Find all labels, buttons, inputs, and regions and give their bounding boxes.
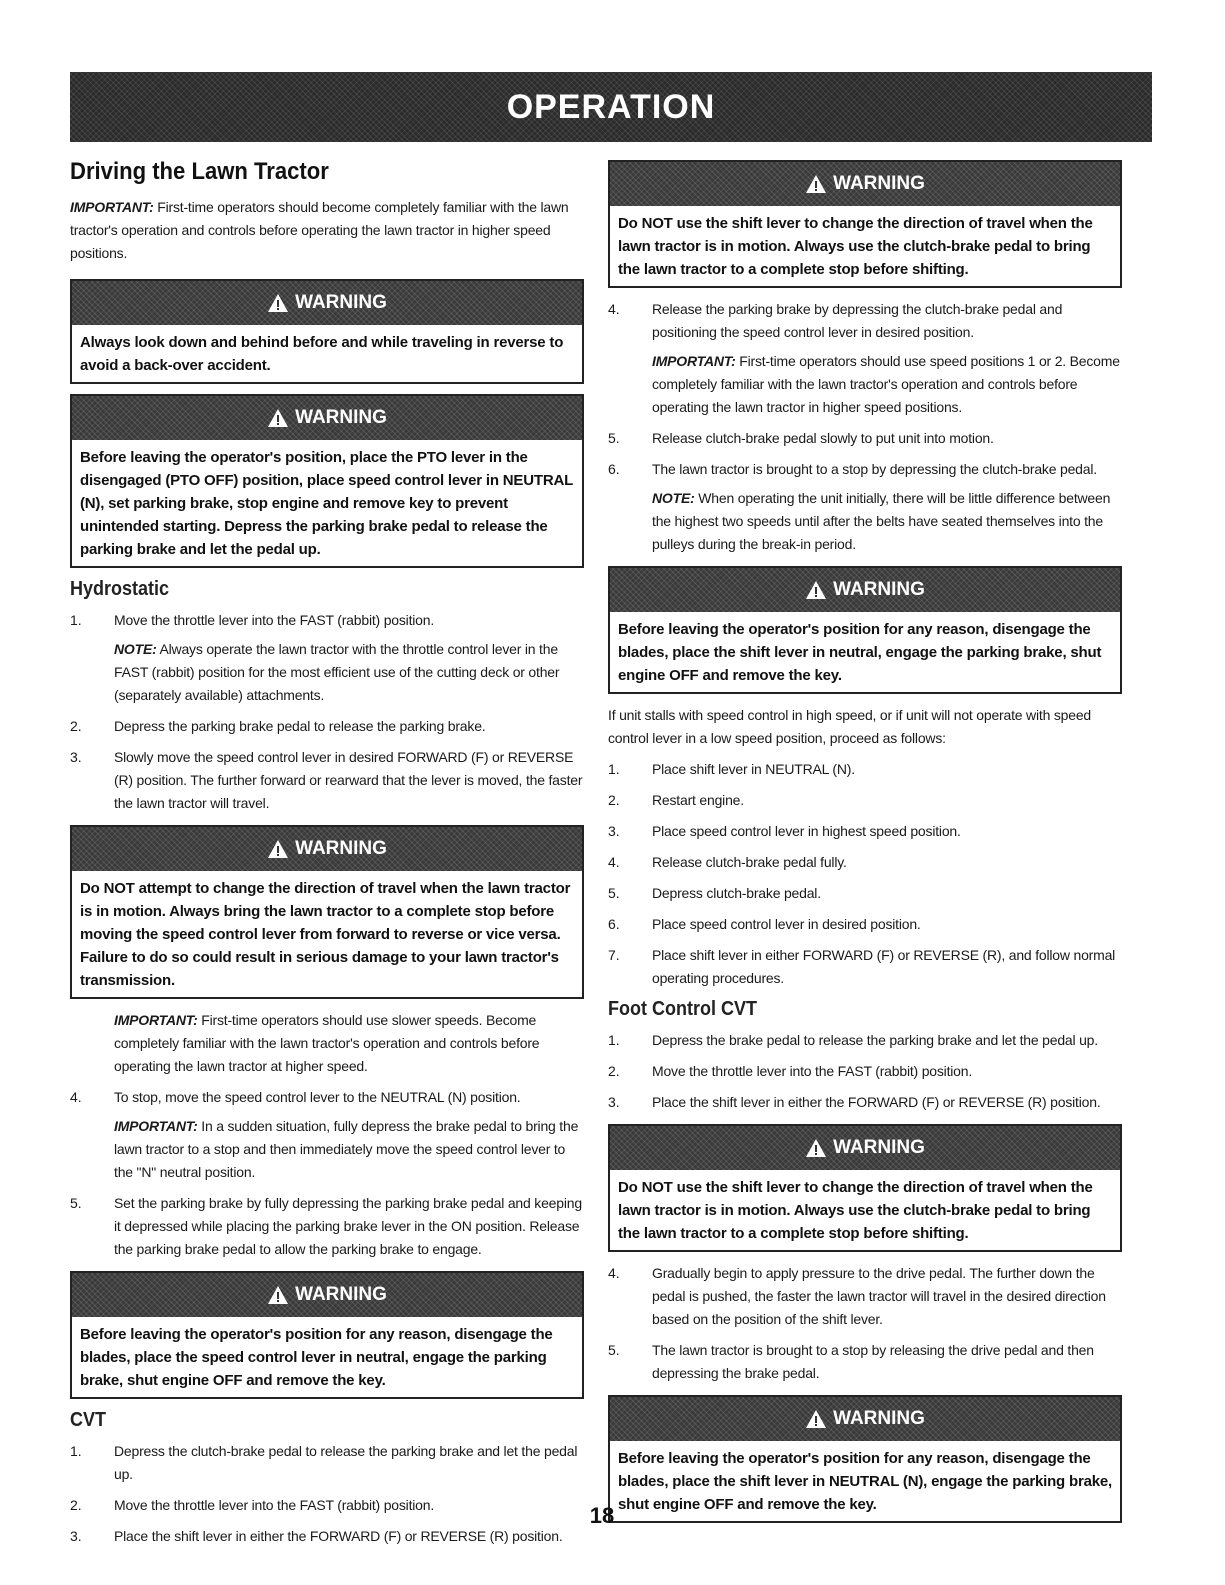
warning-text: Before leaving the operator's position for any reason, disengage the blades, place the speed control lever in neutral, engage the parking brake, shut engine OFF and remove the key. <box>80 1326 553 1389</box>
warning-title: WARNING <box>295 838 387 859</box>
list-item <box>608 944 1122 990</box>
note-paragraph <box>652 487 1122 556</box>
note-label: NOTE: <box>114 641 157 657</box>
list-item <box>70 1494 584 1517</box>
step-text: Depress the brake pedal to release the parking brake and let the pedal up. <box>652 1032 1098 1048</box>
step-text: Depress the parking brake pedal to release the parking brake. <box>114 718 486 734</box>
list-item <box>70 715 584 738</box>
stall-paragraph: If unit stalls with speed control in high speed, or if unit will not operate with speed control lever in a low speed position, proceed as follows: <box>608 707 1091 746</box>
warning-box-reverse <box>70 279 584 384</box>
warning-title: WARNING <box>295 407 387 428</box>
list-item <box>70 1525 584 1548</box>
step-text: Place shift lever in either FORWARD (F) or REVERSE (R), and follow normal operating procedures. <box>652 947 1116 986</box>
list-item <box>608 1060 1122 1083</box>
warning-triangle-icon <box>805 1409 827 1429</box>
list-item <box>608 1339 1122 1385</box>
step-text: Restart engine. <box>652 792 744 808</box>
warning-box-leaving <box>608 566 1122 694</box>
section-title: Driving the Lawn Tractor <box>70 158 329 185</box>
step-text: Depress the clutch-brake pedal to release the parking brake and let the pedal up. <box>114 1443 578 1482</box>
step-number: 1. <box>608 761 620 777</box>
warning-header <box>72 281 582 325</box>
warning-header <box>72 827 582 871</box>
note-paragraph <box>652 350 1122 419</box>
list-item <box>70 1086 584 1184</box>
step-number: 6. <box>608 461 620 477</box>
warning-header <box>72 396 582 440</box>
step-text: Gradually begin to apply pressure to the drive pedal. The further down the pedal is pushed, the faster the lawn tractor will travel in the desired direction based on the position of the shift lever. <box>652 1265 1106 1327</box>
list-item <box>70 609 584 707</box>
list-item <box>608 820 1122 843</box>
warning-text: Always look down and behind before and while traveling in reverse to avoid a back-over accident. <box>80 334 564 374</box>
step-number: 4. <box>608 301 620 317</box>
step-number: 2. <box>70 718 82 734</box>
step-text: Set the parking brake by fully depressing the parking brake pedal and keeping it depressed while placing the parking brake lever in the ON position. Release the parking brake pedal to allow the parking brake to engage. <box>114 1195 582 1257</box>
warning-triangle-icon <box>805 580 827 600</box>
step-text: The lawn tractor is brought to a stop by releasing the drive pedal and then depressing the brake pedal. <box>652 1342 1094 1381</box>
warning-header <box>610 568 1120 612</box>
intro-paragraph <box>70 196 584 265</box>
warning-title: WARNING <box>833 1408 925 1429</box>
list-item <box>608 427 1122 450</box>
step-text: Move the throttle lever into the FAST (rabbit) position. <box>114 1497 435 1513</box>
step-text: Release clutch-brake pedal slowly to put unit into motion. <box>652 430 994 446</box>
step-text: Place the shift lever in either the FORWARD (F) or REVERSE (R) position. <box>114 1528 563 1544</box>
list-item <box>608 1091 1122 1114</box>
warning-triangle-icon <box>267 293 289 313</box>
warning-header <box>610 162 1120 206</box>
warning-box-shift <box>608 160 1122 288</box>
warning-text: Do NOT use the shift lever to change the direction of travel when the lawn tractor is in motion. Always use the clutch-brake pedal to bring the lawn tractor to a complete stop before shifting. <box>618 215 1093 278</box>
list-item <box>608 458 1122 556</box>
subsection-cvt: CVT <box>70 1409 106 1431</box>
list-item <box>608 298 1122 419</box>
list-item <box>608 882 1122 905</box>
page-banner <box>70 72 1152 142</box>
warning-box-leaving <box>70 394 584 568</box>
note-paragraph <box>114 638 584 707</box>
note-text: In a sudden situation, fully depress the brake pedal to bring the lawn tractor to a stop and then immediately move the speed control lever to the "N" neutral position. <box>114 1118 579 1180</box>
step-number: 3. <box>608 1094 620 1110</box>
step-number: 6. <box>608 916 620 932</box>
list-item <box>70 1440 584 1486</box>
intro-text: First-time operators should become completely familiar with the lawn tractor's operation and controls before operating the lawn tractor in higher speed positions. <box>70 199 569 261</box>
note-label: NOTE: <box>652 490 695 506</box>
step-number: 2. <box>608 792 620 808</box>
list-item <box>608 1029 1122 1052</box>
warning-header <box>610 1397 1120 1441</box>
warning-text: Before leaving the operator's position, place the PTO lever in the disengaged (PTO OFF) position, place speed control lever in NEUTRAL (N), set parking brake, stop engine and remove key to prevent unintended starting. Depress the parking brake pedal to release the parking brake and let the pedal up. <box>80 449 573 558</box>
step-text: Move the throttle lever into the FAST (rabbit) position. <box>652 1063 973 1079</box>
important-text: First-time operators should use slower speeds. Become completely familiar with the lawn tractor's operation and controls before operating the lawn tractor at higher speed. <box>114 1012 540 1074</box>
step-text: Place speed control lever in desired position. <box>652 916 921 932</box>
step-number: 5. <box>608 430 620 446</box>
warning-text: Do NOT use the shift lever to change the direction of travel when the lawn tractor is in motion. Always use the clutch-brake pedal to bring the lawn tractor to a complete stop before shifting. <box>618 1179 1093 1242</box>
warning-title: WARNING <box>833 173 925 194</box>
list-item <box>608 851 1122 874</box>
step-number: 5. <box>608 885 620 901</box>
warning-box-direction <box>70 825 584 999</box>
warning-header <box>72 1273 582 1317</box>
important-label: IMPORTANT: <box>652 353 736 369</box>
important-label: IMPORTANT: <box>114 1012 198 1028</box>
subsection-hydrostatic: Hydrostatic <box>70 578 170 600</box>
subsection-foot-control-cvt: Foot Control CVT <box>608 998 757 1020</box>
step-text: Place the shift lever in either the FORWARD (F) or REVERSE (R) position. <box>652 1094 1101 1110</box>
page-number: 18 <box>589 1503 615 1528</box>
step-number: 1. <box>70 612 82 628</box>
note-text: Always operate the lawn tractor with the throttle control lever in the FAST (rabbit) position for the most efficient use of the cutting deck or other (separately available) attachments. <box>114 641 560 703</box>
warning-box-leaving-foot <box>608 1395 1122 1523</box>
step-number: 3. <box>70 749 82 765</box>
warning-triangle-icon <box>805 174 827 194</box>
list-item <box>70 1192 584 1261</box>
step-text: Place speed control lever in highest speed position. <box>652 823 961 839</box>
list-item <box>608 789 1122 812</box>
warning-box-shift-foot <box>608 1124 1122 1252</box>
warning-title: WARNING <box>833 579 925 600</box>
step-text: Release clutch-brake pedal fully. <box>652 854 847 870</box>
step-text: The lawn tractor is brought to a stop by depressing the clutch-brake pedal. <box>652 461 1097 477</box>
left-column <box>70 150 584 1556</box>
note-text: First-time operators should use speed positions 1 or 2. Become completely familiar with the lawn tractor's operation and controls before operating the lawn tractor in higher speed positions. <box>652 353 1120 415</box>
warning-triangle-icon <box>805 1138 827 1158</box>
warning-title: WARNING <box>833 1137 925 1158</box>
note-paragraph <box>114 1115 584 1184</box>
step-text: Slowly move the speed control lever in desired FORWARD (F) or REVERSE (R) position. The further forward or rearward that the lever is moved, the faster the lawn tractor will travel. <box>114 749 583 811</box>
step-text: Place shift lever in NEUTRAL (N). <box>652 761 855 777</box>
right-column <box>608 160 1122 1533</box>
warning-text: Before leaving the operator's position for any reason, disengage the blades, place the shift lever in NEUTRAL (N), engage the parking brake, shut engine OFF and remove the key. <box>618 1450 1112 1513</box>
warning-title: WARNING <box>295 1284 387 1305</box>
list-item <box>608 913 1122 936</box>
note-text: When operating the unit initially, there will be little difference between the highest two speeds until after the belts have seated themselves into the pulleys during the break-in period. <box>652 490 1111 552</box>
step-number: 5. <box>608 1342 620 1358</box>
step-number: 4. <box>70 1089 82 1105</box>
step-text: To stop, move the speed control lever to the NEUTRAL (N) position. <box>114 1089 521 1105</box>
warning-triangle-icon <box>267 839 289 859</box>
list-item <box>608 1262 1122 1331</box>
step-number: 2. <box>608 1063 620 1079</box>
warning-header <box>610 1126 1120 1170</box>
list-item <box>608 758 1122 781</box>
step-text: Move the throttle lever into the FAST (rabbit) position. <box>114 612 435 628</box>
step-number: 2. <box>70 1497 82 1513</box>
step-number: 4. <box>608 854 620 870</box>
step-number: 1. <box>70 1443 82 1459</box>
warning-triangle-icon <box>267 408 289 428</box>
step-text: Depress clutch-brake pedal. <box>652 885 821 901</box>
step-number: 3. <box>70 1528 82 1544</box>
warning-triangle-icon <box>267 1285 289 1305</box>
step-number: 3. <box>608 823 620 839</box>
banner-title: OPERATION <box>506 87 716 126</box>
warning-title: WARNING <box>295 292 387 313</box>
important-label: IMPORTANT: <box>70 199 154 215</box>
step-number: 7. <box>608 947 620 963</box>
step-number: 4. <box>608 1265 620 1281</box>
warning-text: Before leaving the operator's position for any reason, disengage the blades, place the shift lever in neutral, engage the parking brake, shut engine OFF and remove the key. <box>618 621 1102 684</box>
step-number: 5. <box>70 1195 82 1211</box>
warning-text: Do NOT attempt to change the direction of travel when the lawn tractor is in motion. Always bring the lawn tractor to a complete stop before moving the speed control lever from forward to reverse or vice versa. Failure to do so could result in serious damage to your lawn tractor's transmission. <box>80 880 571 989</box>
list-item <box>70 746 584 815</box>
warning-box-leaving-cvt <box>70 1271 584 1399</box>
step-text: Release the parking brake by depressing the clutch-brake pedal and positioning the speed control lever in desired position. <box>652 301 1063 340</box>
step-number: 1. <box>608 1032 620 1048</box>
important-paragraph <box>70 1009 584 1078</box>
important-label: IMPORTANT: <box>114 1118 198 1134</box>
